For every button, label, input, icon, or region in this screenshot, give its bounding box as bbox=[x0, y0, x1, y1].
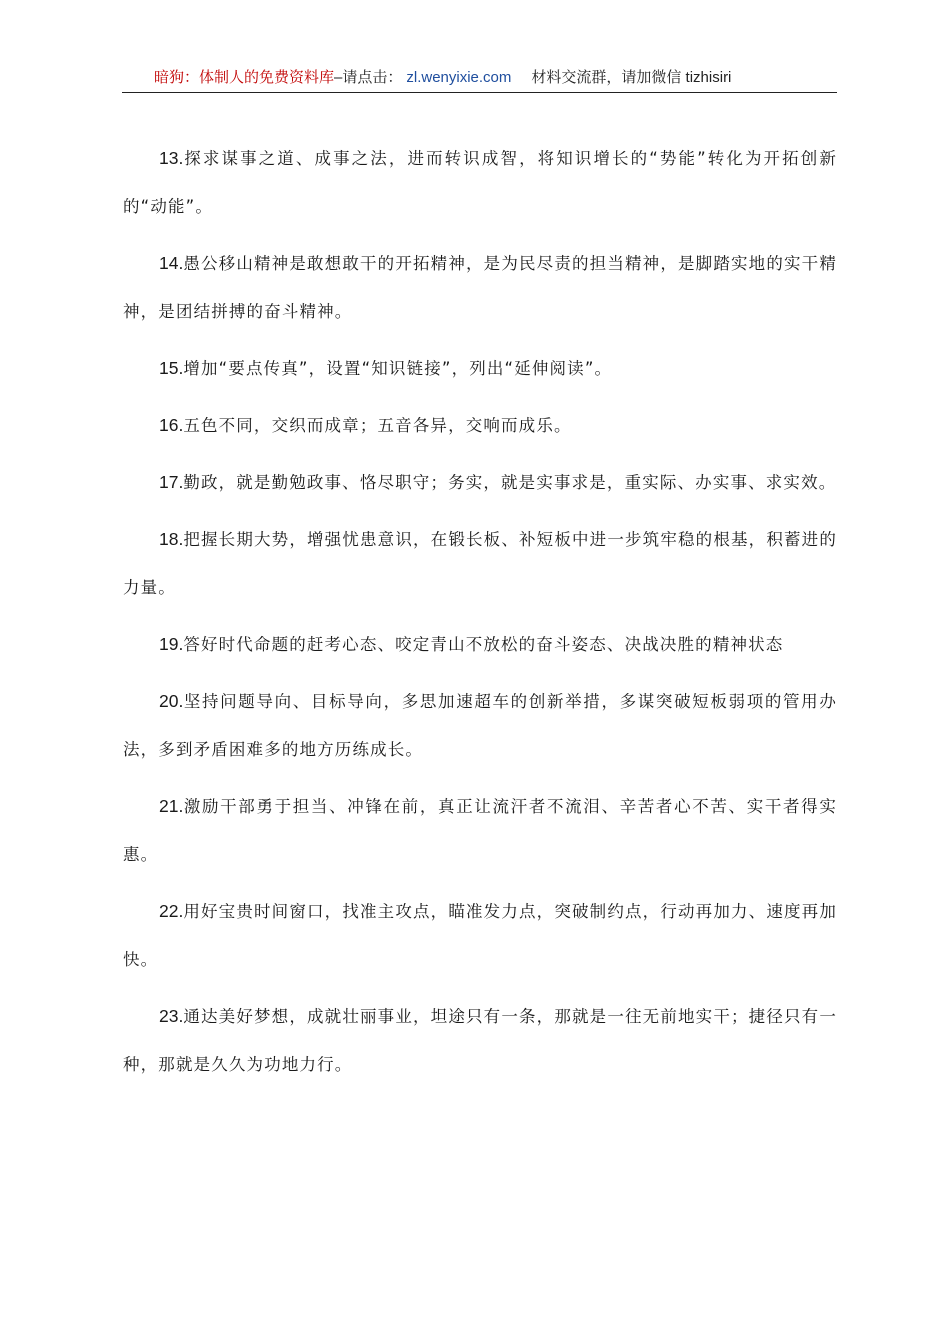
list-item bbox=[123, 992, 837, 1089]
list-item bbox=[123, 887, 837, 984]
item-text: 愚公移山精神是敢想敢干的开拓精神，是为民尽责的担当精神，是脚踏实地的实干精神，是团结拼搏的奋斗精神。 bbox=[123, 254, 837, 321]
item-number: 16. bbox=[159, 415, 184, 435]
header-brand: 暗狗：体制人的免费资料库 bbox=[154, 69, 335, 86]
item-number: 19. bbox=[159, 634, 184, 654]
item-text: 勤政，就是勤勉政事、恪尽职守；务实，就是实事求是，重实际、办实事、求实效。 bbox=[183, 473, 837, 492]
header-site-link[interactable]: zl.wenyixie.com bbox=[406, 69, 512, 86]
item-number: 22. bbox=[159, 901, 184, 921]
item-text: 五色不同，交织而成章；五音各异，交响而成乐。 bbox=[183, 416, 572, 435]
list-item bbox=[123, 239, 837, 336]
item-text: 答好时代命题的赶考心态、咬定青山不放松的奋斗姿态、决战决胜的精神状态 bbox=[183, 635, 784, 654]
item-number: 13. bbox=[159, 148, 184, 168]
item-text: 用好宝贵时间窗口，找准主攻点，瞄准发力点，突破制约点，行动再加力、速度再加快。 bbox=[123, 902, 837, 969]
list-item bbox=[123, 677, 837, 774]
page-header bbox=[122, 68, 837, 93]
item-text: 探求谋事之道、成事之法，进而转识成智，将知识增长的“势能”转化为开拓创新的“动能”。 bbox=[123, 149, 837, 216]
item-number: 15. bbox=[159, 358, 184, 378]
item-number: 21. bbox=[159, 796, 184, 816]
list-item bbox=[123, 344, 837, 393]
header-group-note: 材料交流群，请加微信 tizhisiri bbox=[531, 69, 732, 86]
list-item bbox=[123, 620, 837, 669]
item-text: 通达美好梦想，成就壮丽事业，坦途只有一条，那就是一往无前地实干；捷径只有一种，那就是久久为功地力行。 bbox=[123, 1007, 837, 1074]
list-item bbox=[123, 134, 837, 231]
list-item bbox=[123, 782, 837, 879]
list-item bbox=[123, 458, 837, 507]
item-text: 增加“要点传真”，设置“知识链接”，列出“延伸阅读”。 bbox=[183, 359, 613, 378]
header-prompt: –请点击： bbox=[334, 69, 403, 86]
list-item bbox=[123, 401, 837, 450]
item-number: 23. bbox=[159, 1006, 184, 1026]
item-number: 14. bbox=[159, 253, 184, 273]
item-number: 18. bbox=[159, 529, 184, 549]
item-number: 20. bbox=[159, 691, 184, 711]
list-item bbox=[123, 515, 837, 612]
item-text: 坚持问题导向、目标导向，多思加速超车的创新举措，多谋突破短板弱项的管用办法，多到矛盾困难多的地方历练成长。 bbox=[123, 692, 837, 759]
document-body bbox=[123, 134, 837, 1097]
item-text: 激励干部勇于担当、冲锋在前，真正让流汗者不流泪、辛苦者心不苦、实干者得实惠。 bbox=[123, 797, 837, 864]
item-text: 把握长期大势，增强忧患意识，在锻长板、补短板中进一步筑牢稳的根基，积蓄进的力量。 bbox=[123, 530, 837, 597]
item-number: 17. bbox=[159, 472, 184, 492]
